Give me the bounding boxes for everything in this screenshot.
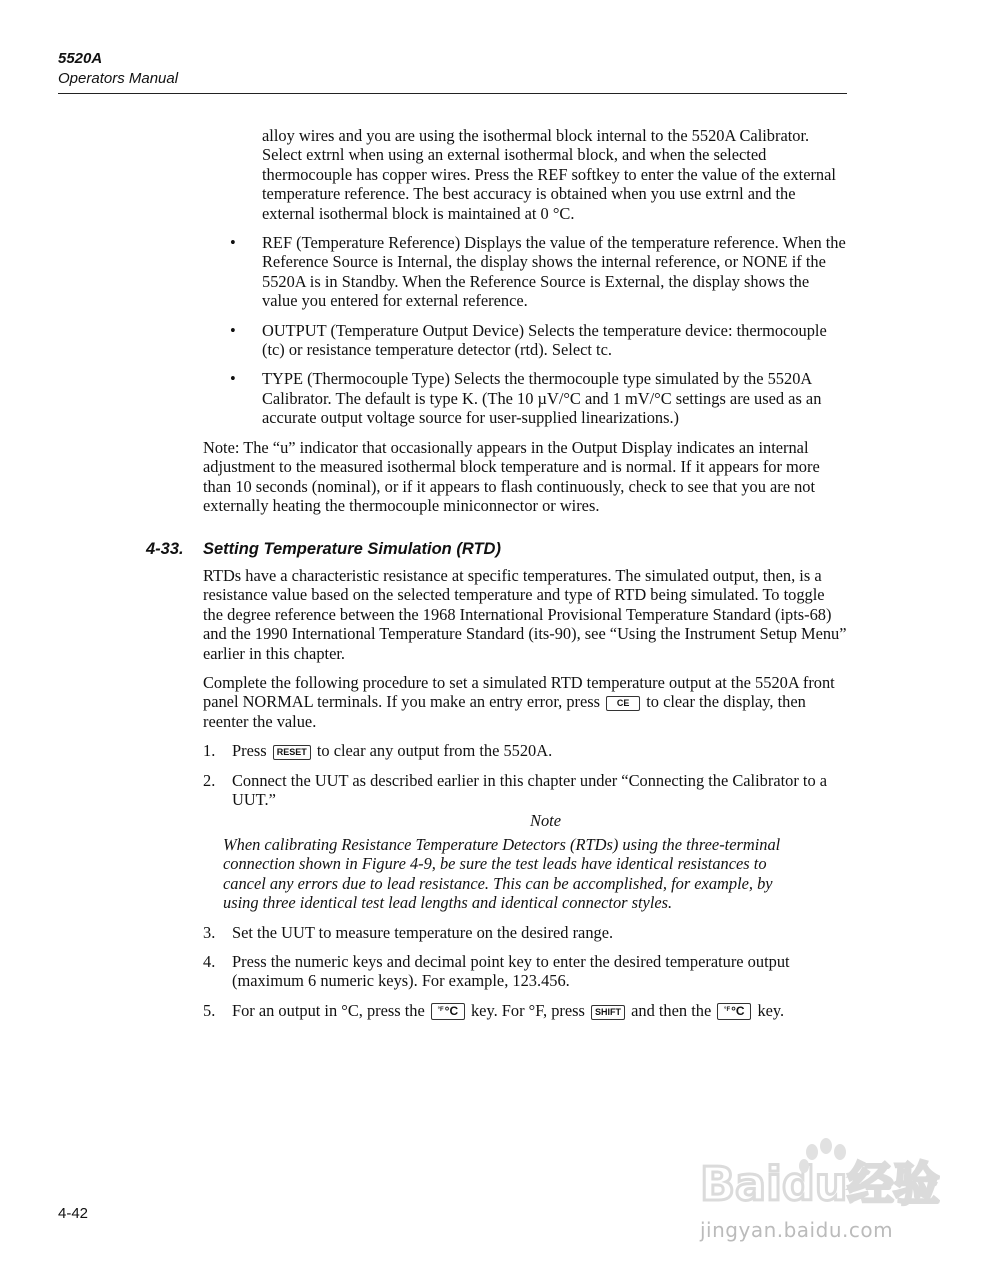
page-number: 4-42	[58, 1205, 89, 1222]
bullet-text: REF (Temperature Reference) Displays the value of the temperature reference. When the Reference Source is Internal, the display shows the internal reference, or NONE if the 5520A is in Standby. When the Reference Source is External, the display shows the value you entered for external reference.	[262, 233, 846, 311]
ce-key-icon	[606, 696, 640, 711]
note-title: Note	[530, 811, 561, 831]
note-body: When calibrating Resistance Temperature Detectors (RTDs) using the three-terminal connection shown in Figure 4-9, be sure the test leads have identical resistances to cancel any errors due to lead resistance. This can be accomplished, for example, by using three identical test lead lengths and identical connector styles.	[223, 834, 781, 913]
continuation-paragraph: alloy wires and you are using the isothermal block internal to the 5520A Calibrator. Select extrnl when using an external isothermal block, and when the selected thermocouple has copper wires. Press the REF softkey to enter the value of the external temperature reference. The best accuracy is obtained when you use extrnl and the external isothermal block is maintained at 0 °C.	[262, 126, 836, 223]
watermark-url: jingyan.baidu.com	[700, 1218, 894, 1242]
section-heading	[146, 540, 501, 559]
step-text-a: For an output in °C, press the	[232, 1000, 425, 1020]
procedure-paragraph	[203, 673, 848, 731]
step-number: 2.	[203, 770, 216, 790]
shift-key-icon	[591, 1005, 625, 1020]
step-number: 4.	[203, 951, 216, 971]
bullet-dot: •	[230, 369, 236, 389]
degree-key-icon	[717, 1003, 751, 1020]
step-number: 5.	[203, 1000, 216, 1020]
reset-key-icon	[273, 745, 311, 760]
header-title: Operators Manual	[58, 70, 179, 87]
section-title: Setting Temperature Simulation (RTD)	[203, 540, 501, 558]
section-number: 4-33.	[146, 540, 184, 558]
watermark-brand: Baidu经验	[700, 1157, 940, 1211]
step-text: Connect the UUT as described earlier in this chapter under “Connecting the Calibrator to a UUT.”	[232, 770, 828, 810]
step-1	[203, 741, 848, 760]
step-3	[203, 923, 848, 942]
step-number: 3.	[203, 922, 216, 942]
bullet-dot: •	[230, 233, 236, 253]
step-number: 1.	[203, 741, 216, 761]
section-body	[203, 566, 848, 1030]
bullet-dot: •	[230, 320, 236, 340]
bullet-text: OUTPUT (Temperature Output Device) Selects the temperature device: thermocouple (tc) or resistance temperature detector (rtd). Select tc.	[262, 320, 827, 360]
bullet-type	[203, 369, 848, 427]
procedure-text-a: Complete the following procedure to set a simulated RTD temperature output at the 5520A front panel NORMAL terminals. If you make an entry error, press	[203, 673, 835, 712]
indicator-note: Note: The “u” indicator that occasionally appears in the Output Display indicates an internal adjustment to the measured isothermal block temperature and is normal. If it appears for more than 10 seconds (nominal), or if it appears to flash continuously, check to see that you are not externally heating the thermocouple miniconnector or wires.	[203, 437, 820, 515]
shift-key-label: SHIFT	[595, 1006, 621, 1017]
rtd-intro-paragraph: RTDs have a characteristic resistance at specific temperatures. The simulated output, then, is a resistance value based on the selected temperature and type of RTD being simulated. To toggle the degree reference between the 1968 International Provisional Temperature Standard (ipts-68) and the 1990 International Temperature Standard (its-90), see “Using the Instrument Setup Menu” earlier in this chapter.	[203, 566, 847, 663]
bullet-text: TYPE (Thermocouple Type) Selects the thermocouple type simulated by the 5520A Calibrator. The default is type K. (The 10 µV/°C and 1 mV/°C settings are used as an accurate output voltage source for user-supplied linearizations.)	[262, 369, 822, 428]
step-text: Set the UUT to measure temperature on the desired range.	[232, 922, 614, 942]
step-4	[203, 952, 848, 991]
intro-content	[203, 126, 848, 525]
header-model: 5520A	[58, 50, 103, 67]
step-5	[203, 1001, 848, 1020]
step-text-b: key. For °F, press	[470, 1000, 585, 1020]
bullet-ref	[203, 233, 848, 311]
procedure-text-b: to clear the display, then reenter the value.	[203, 692, 806, 731]
degf-sup-label: °F	[437, 1006, 444, 1013]
degc-label: °C	[731, 1003, 745, 1018]
header-rule	[58, 93, 847, 94]
step-text-a: Press	[232, 741, 267, 761]
step-text-b: to clear any output from the 5520A.	[316, 741, 553, 761]
ce-key-label: CE	[616, 698, 630, 709]
step-text-d: key.	[757, 1000, 785, 1020]
degf-sup-label: °F	[724, 1006, 731, 1013]
step-text: Press the numeric keys and decimal point key to enter the desired temperature output (maximum 6 numeric keys). For example, 123.456.	[232, 951, 790, 991]
step-text-c: and then the	[631, 1000, 712, 1020]
bullet-output	[203, 321, 848, 360]
reset-key-label: RESET	[276, 747, 307, 758]
degc-label: °C	[444, 1003, 459, 1018]
step-2	[203, 771, 848, 810]
degree-key-icon	[431, 1003, 465, 1020]
